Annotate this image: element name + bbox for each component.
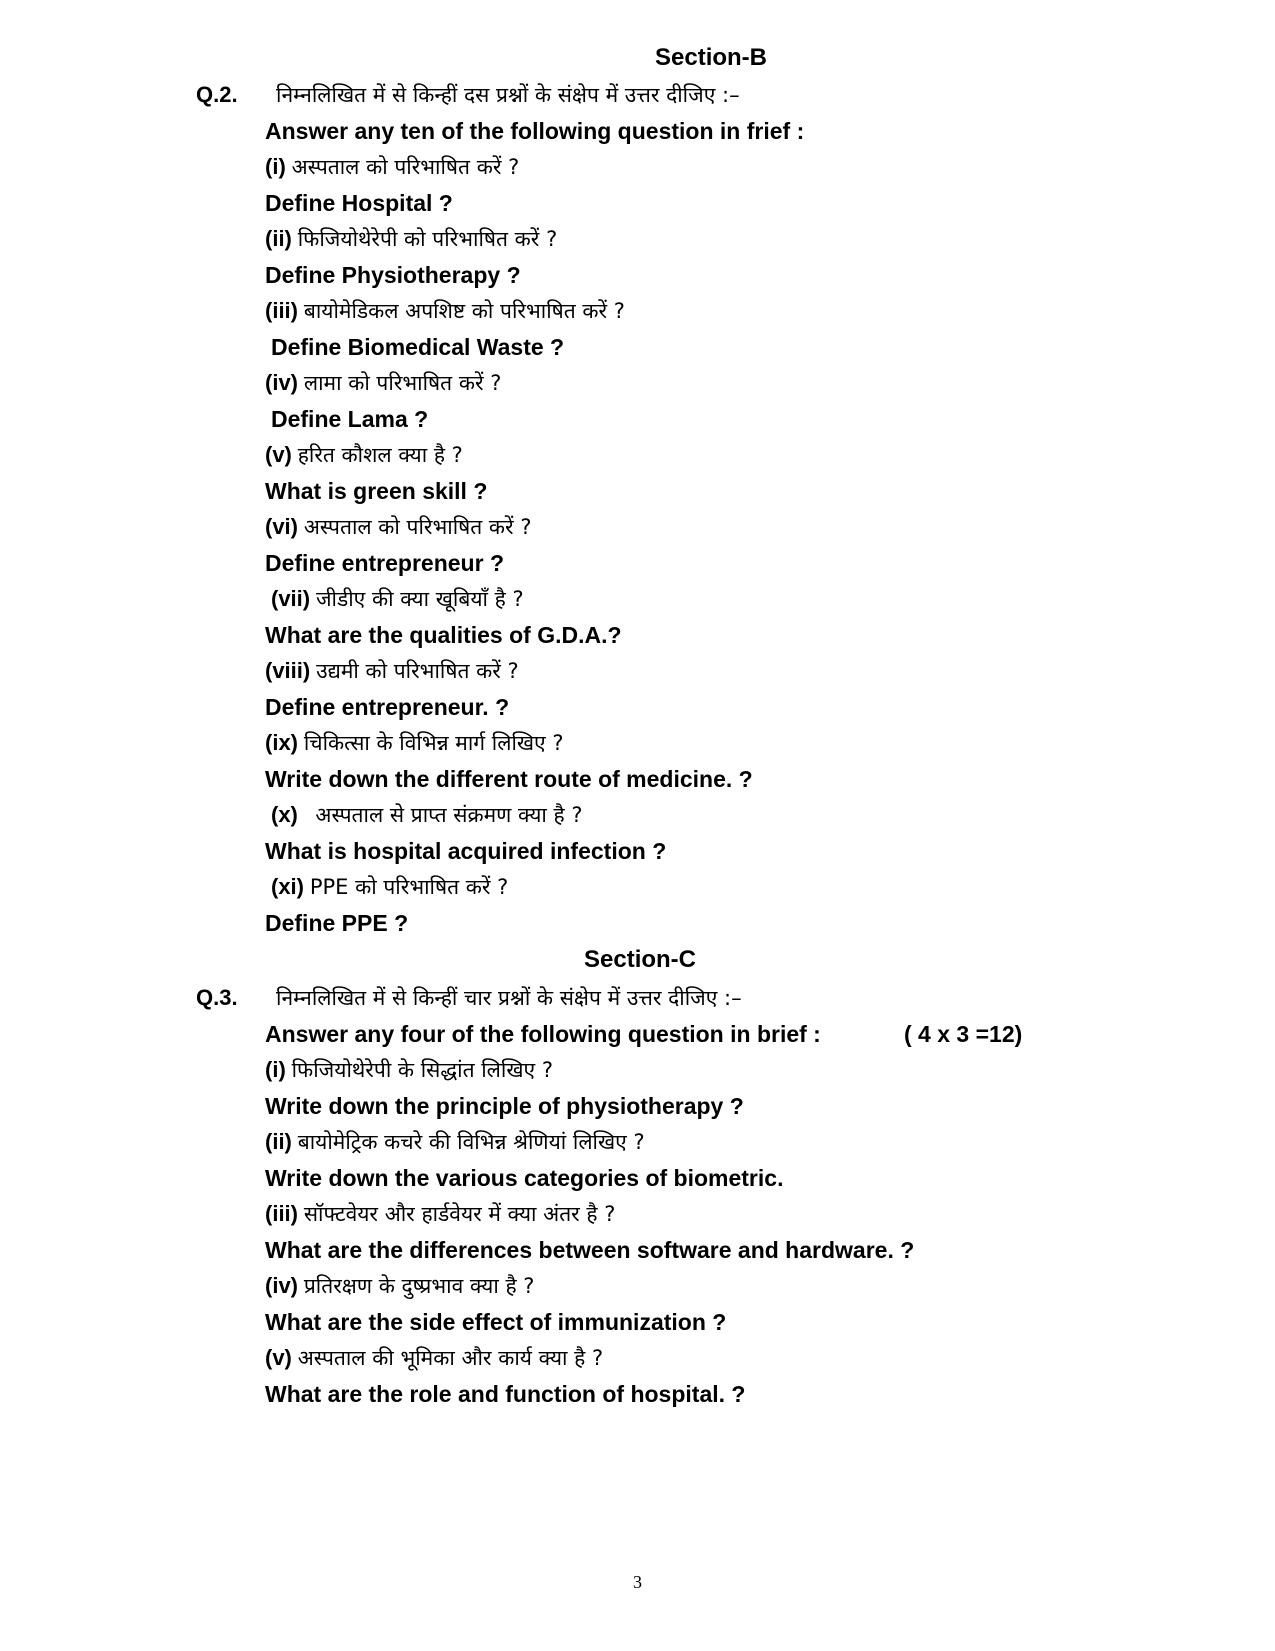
item-hindi-text: अस्पताल से प्राप्त संक्रमण क्या है ?	[315, 803, 583, 827]
q2-item-hindi	[265, 365, 501, 401]
item-hindi-text: फिजियोथेरेपी के सिद्धांत लिखिए ?	[291, 1058, 553, 1082]
item-hindi-text: सॉफ्टवेयर और हार्डवेयर में क्या अंतर है ?	[303, 1202, 616, 1226]
q2-item-english: Define entrepreneur ?	[265, 550, 504, 576]
item-number: (vi)	[265, 514, 298, 539]
q2-item-hindi	[265, 725, 564, 761]
item-hindi-text: बायोमेडिकल अपशिष्ट को परिभाषित करें ?	[303, 299, 625, 323]
q2-item-hindi	[271, 581, 524, 617]
item-hindi-text: हरित कौशल क्या है ?	[297, 443, 463, 467]
item-hindi-text: अस्पताल को परिभाषित करें ?	[303, 515, 532, 539]
q3-item-hindi	[265, 1268, 534, 1304]
q2-item-hindi	[265, 221, 557, 257]
item-hindi-text: लामा को परिभाषित करें ?	[303, 371, 502, 395]
q3-item-hindi	[265, 1052, 553, 1088]
item-number: (v)	[265, 1345, 292, 1370]
q3-number: Q.3.	[196, 985, 238, 1010]
q2-item-english: Define PPE ?	[265, 910, 409, 936]
q2-item-hindi	[265, 293, 625, 329]
q2-item-english: Define Physiotherapy ?	[265, 262, 521, 288]
q2-item-hindi	[265, 509, 531, 545]
item-hindi-text: अस्पताल की भूमिका और कार्य क्या है ?	[297, 1346, 604, 1370]
q2-item-hindi	[265, 437, 463, 473]
q2-instruction-hindi: निम्नलिखित में से किन्हीं दस प्रश्नों के संक्षेप में उत्तर दीजिए :–	[276, 83, 740, 107]
item-number: (xi)	[271, 874, 304, 899]
item-hindi-text: फिजियोथेरेपी को परिभाषित करें ?	[297, 227, 558, 251]
q3-item-english: What are the differences between software and hardware. ?	[265, 1237, 915, 1263]
q2-item-english: Write down the different route of medicine. ?	[265, 766, 753, 792]
q2-item-hindi	[271, 797, 582, 833]
q2-item-hindi	[271, 869, 508, 905]
item-number: (ii)	[265, 226, 292, 251]
item-number: (ii)	[265, 1129, 292, 1154]
item-number: (viii)	[265, 658, 311, 683]
section-c-heading: Section-C	[584, 946, 697, 973]
item-hindi-text: चिकित्सा के विभिन्न मार्ग लिखिए ?	[303, 731, 564, 755]
q3-item-hindi	[265, 1124, 645, 1160]
q3-item-english: Write down the principle of physiotherapy ?	[265, 1093, 744, 1119]
item-number: (i)	[265, 154, 286, 179]
q3-instruction-english: Answer any four of the following question in brief :	[265, 1021, 821, 1047]
q2-number: Q.2.	[196, 82, 238, 107]
q3-item-english: What are the role and function of hospital. ?	[265, 1381, 746, 1407]
q3-marks: ( 4 x 3 =12)	[904, 1021, 1023, 1047]
item-hindi-text: उद्यमी को परिभाषित करें ?	[316, 659, 519, 683]
item-number: (ix)	[265, 730, 298, 755]
item-number: (i)	[265, 1057, 286, 1082]
q2-item-hindi	[265, 653, 519, 689]
item-hindi-text: PPE को परिभाषित करें ?	[309, 875, 509, 899]
q2-item-english: Define entrepreneur. ?	[265, 694, 510, 720]
item-number: (iii)	[265, 1201, 298, 1226]
item-number: (iv)	[265, 1273, 298, 1298]
q2-item-english: What is hospital acquired infection ?	[265, 838, 667, 864]
q2-item-english: What are the qualities of G.D.A.?	[265, 622, 622, 648]
page-number: 3	[633, 1572, 642, 1592]
item-number: (x)	[271, 802, 298, 827]
q2-item-english: Define Lama ?	[271, 406, 429, 432]
item-hindi-text: अस्पताल को परिभाषित करें ?	[291, 155, 520, 179]
q3-item-hindi	[265, 1340, 603, 1376]
item-hindi-text: जीडीए की क्या खूबियाँ है ?	[315, 587, 524, 611]
q2-item-english: Define Hospital ?	[265, 190, 453, 216]
item-hindi-text: बायोमेट्रिक कचरे की विभिन्न श्रेणियां लिखिए ?	[297, 1130, 645, 1154]
q2-instruction-english: Answer any ten of the following question in frief :	[265, 118, 805, 144]
section-b-heading: Section-B	[655, 44, 768, 71]
q3-instruction-hindi: निम्नलिखित में से किन्हीं चार प्रश्नों के संक्षेप में उत्तर दीजिए :–	[276, 986, 742, 1010]
q3-item-english: Write down the various categories of biometric.	[265, 1165, 784, 1191]
q2-item-hindi	[265, 149, 519, 185]
q2-item-english: What is green skill ?	[265, 478, 488, 504]
item-number: (iii)	[265, 298, 298, 323]
item-number: (vii)	[271, 586, 311, 611]
q2-item-english: Define Biomedical Waste ?	[271, 334, 565, 360]
item-hindi-text: प्रतिरक्षण के दुष्प्रभाव क्या है ?	[303, 1274, 535, 1298]
q3-item-hindi	[265, 1196, 615, 1232]
q3-item-english: What are the side effect of immunization ?	[265, 1309, 727, 1335]
item-number: (iv)	[265, 370, 298, 395]
item-number: (v)	[265, 442, 292, 467]
